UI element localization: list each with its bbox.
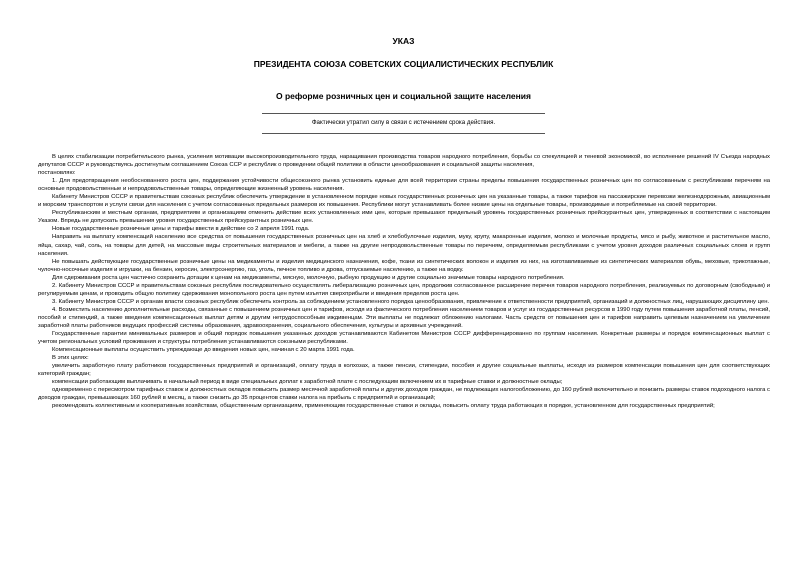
list-item: увеличить заработную плату работников государственных предприятий и организаций, оплату труда в колхозах, а также пенсии, стипендии, пособия и другие социальные выплаты, исходя из размеров компенсации повышения цен для соответствующих категорий граждан;	[38, 363, 770, 378]
document-type-heading: УКАЗ	[392, 36, 415, 46]
document-body	[38, 153, 770, 411]
paragraph: Не повышать действующие государственные розничные цены на медикаменты и изделия медицинского назначения, кофе, ткани из синтетических волокон и изделия из них, на изготавливаемые из синтетических материалов обувь, меховые, трикотажные, чулочно-носочные изделия и игрушки, на бензин, керосин, электроэнергию, газ, уголь, печное топливо и дрова, отпускаемые населению, а также на водку.	[38, 258, 770, 273]
paragraph-item-3: 3. Кабинету Министров СССР и органам власти союзных республик обеспечить контроль за соблюдением установленного порядка ценообразования, привлечение к ответственности предприятий, организаций и должностных лиц, нарушающих дисциплину цен.	[52, 298, 770, 305]
paragraph-item-4: 4. Возместить населению дополнительные расходы, связанные с повышением розничных цен и тарифов, исходя из фактического потребления населением товаров и услуг из государственных ресурсов в 1990 году путем повышения заработной платы, пенсий, пособий и стипендий, а также введения компенсационных выплат детям и другим нетрудоспособным иждивенцам. Эти выплаты не подлежат обложению налогами. Часть средств от повышения цен и тарифов направить целевым назначением на увеличение заработной платы работников ведущих профессий системы образования, здравоохранения, социального обеспечения, культуры и архивных учреждений.	[38, 306, 770, 329]
paragraph: Направить на выплату компенсаций населению все средства от повышения государственных розничных цен на хлеб и хлебобулочные изделия, муку, крупу, макаронные изделия, молоко и молочные продукты, мясо и рыбу, животное и растительное масло, яйца, сахар, чай, соль, на товары для детей, на массовые виды строительных материалов и мебели, а также на другие непродовольственные товары по перечням, определяемым республиками с учетом уровня доходов различных социальных слоев и групп населения.	[38, 234, 770, 257]
paragraph: В этих целях:	[52, 355, 89, 362]
paragraph-item-2: 2. Кабинету Министров СССР и правительствам союзных республик последовательно осуществлять либерализацию розничных цен, продолжив согласованное расширение перечня товаров народного потребления, реализуемых по договорным (свободным) и регулируемым ценам, и проводить общую политику сдерживания монопольного роста цен путем изъятия сверхприбыли и введения пределов роста цен.	[38, 282, 770, 297]
status-note: Фактически утратил силу в связи с истечением срока действия.	[311, 119, 496, 126]
paragraph-item-1: 1. Для предотвращения необоснованного роста цен, поддержания устойчивости общесоюзного рынка установить единые для всей территории страны пределы повышения государственных розничных цен по согласованным с республиками перечням на основные продовольственные и непродовольственные товары, определяющие жизненный уровень населения.	[38, 178, 770, 193]
paragraph: Новые государственные розничные цены и тарифы ввести в действие со 2 апреля 1991 года.	[52, 226, 310, 233]
list-item: компенсации работающим выплачивать в начальный период в виде специальных доплат к заработной плате с последующим включением их в тарифные ставки и должностные оклады;	[52, 379, 563, 386]
paragraph: Кабинету Министров СССР и правительствам союзных республик обеспечить утверждение в установленном порядке новых государственных розничных цен на указанные товары, а также тарифов на пассажирские перевозки железнодорожным, авиационным и морским транспортом и услуги связи для населения с учетом согласованных предельных размеров их повышения. Республики могут устанавливать более низкие цены на отдельные товары, производимые и потребляемые на своей территории.	[38, 194, 770, 209]
list-item: рекомендовать коллективным и кооперативным хозяйствам, общественным организациям, применяющим государственные ставки и оклады, повысить оплату труда работающих в порядке, установленном для государственных предприятий;	[52, 403, 715, 410]
paragraph-decree: постановляю:	[38, 170, 76, 177]
paragraph-preamble: В целях стабилизации потребительского рынка, усиления мотивации высокопроизводительного труда, наращивания производства товаров народного потребления, борьбы со спекуляцией и теневой экономикой, во исполнение решений IV Съезда народных депутатов СССР и руководствуясь достигнутым соглашением Союза ССР и республик о проведении общей политики в области ценообразования и социальной защиты населения,	[38, 154, 770, 169]
paragraph: Государственные гарантии минимальных размеров и общий порядок повышения указанных доходов устанавливаются Кабинетом Министров СССР дифференцированно по группам населения. Конкретные размеры и порядок компенсационных выплат с учетом региональных условий проживания и структуры потребления устанавливаются союзными республиками.	[38, 331, 770, 346]
issuer-heading: ПРЕЗИДЕНТА СОЮЗА СОВЕТСКИХ СОЦИАЛИСТИЧЕСКИХ РЕСПУБЛИК	[253, 59, 554, 69]
document-subject-heading: О реформе розничных цен и социальной защите населения	[276, 91, 531, 101]
list-item: одновременно с пересмотром тарифных ставок и должностных окладов повысить размер месячной заработной платы и других доходов граждан, не подлежащих налогообложению, до 160 рублей включительно и понизить размеры ставок подоходного налога с доходов граждан, превышающих 160 рублей в месяц, а также снизить до 35 процентов ставки налога на прибыль с предприятий и организаций;	[38, 387, 770, 402]
paragraph: Республиканским и местным органам, предприятиям и организациям отменить действие всех установленных ими цен, которые превышают предельный уровень государственных розничных прейскурантных цен, утвержденных в соответствии с настоящим Указом. Впредь не допускать превышения уровня государственных прейскурантных розничных цен.	[38, 210, 770, 225]
divider-bottom	[262, 133, 545, 134]
paragraph: Для сдерживания роста цен частично сохранить дотации к ценам на медикаменты, мясную, молочную, рыбную продукцию и другие социально значимые товары народного потребления.	[52, 274, 565, 281]
divider-top	[262, 113, 545, 114]
paragraph: Компенсационные выплаты осуществить упреждающе до введения новых цен, начиная с 20 марта 1991 года.	[52, 347, 355, 354]
